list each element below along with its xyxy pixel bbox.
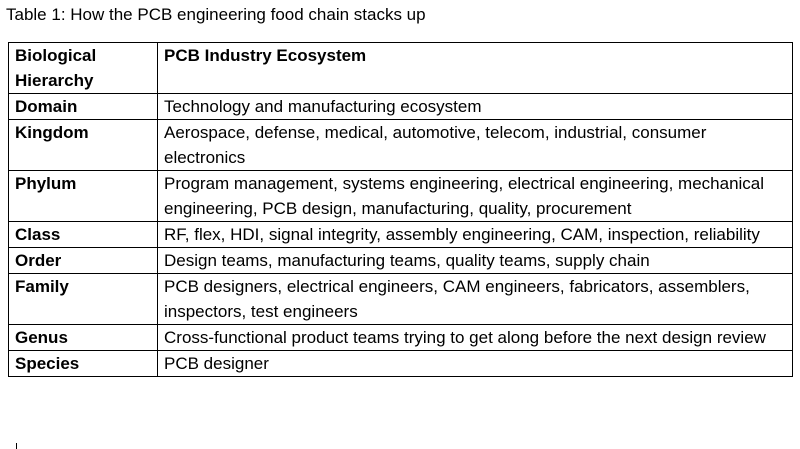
table-row-family xyxy=(9,274,793,325)
text-cursor-mark xyxy=(16,443,17,449)
row-level-phylum: Phylum xyxy=(9,171,158,222)
table-row-phylum xyxy=(9,171,793,222)
header-pcb-industry-ecosystem: PCB Industry Ecosystem xyxy=(158,43,793,94)
table-row-order xyxy=(9,248,793,274)
row-level-order: Order xyxy=(9,248,158,274)
table-row-class xyxy=(9,222,793,248)
header-biological-hierarchy: Biological Hierarchy xyxy=(9,43,158,94)
row-level-genus: Genus xyxy=(9,325,158,351)
row-description-kingdom: Aerospace, defense, medical, automotive, telecom, industrial, consumer electronics xyxy=(158,120,793,171)
table-row-genus xyxy=(9,325,793,351)
table-row-species xyxy=(9,351,793,377)
table-caption: Table 1: How the PCB engineering food chain stacks up xyxy=(6,5,426,24)
row-description-class: RF, flex, HDI, signal integrity, assembly engineering, CAM, inspection, reliability xyxy=(158,222,793,248)
row-description-family: PCB designers, electrical engineers, CAM engineers, fabricators, assemblers, inspectors, test engineers xyxy=(158,274,793,325)
row-description-species: PCB designer xyxy=(158,351,793,377)
table-row-domain xyxy=(9,94,793,120)
table-header-row xyxy=(9,43,793,94)
row-description-domain: Technology and manufacturing ecosystem xyxy=(158,94,793,120)
row-level-species: Species xyxy=(9,351,158,377)
row-level-domain: Domain xyxy=(9,94,158,120)
row-description-genus: Cross-functional product teams trying to get along before the next design review xyxy=(158,325,793,351)
hierarchy-table xyxy=(8,42,793,377)
row-level-class: Class xyxy=(9,222,158,248)
row-level-kingdom: Kingdom xyxy=(9,120,158,171)
row-description-order: Design teams, manufacturing teams, quality teams, supply chain xyxy=(158,248,793,274)
row-level-family: Family xyxy=(9,274,158,325)
table-row-kingdom xyxy=(9,120,793,171)
row-description-phylum: Program management, systems engineering, electrical engineering, mechanical engineering, PCB design, manufacturing, quality, procurement xyxy=(158,171,793,222)
